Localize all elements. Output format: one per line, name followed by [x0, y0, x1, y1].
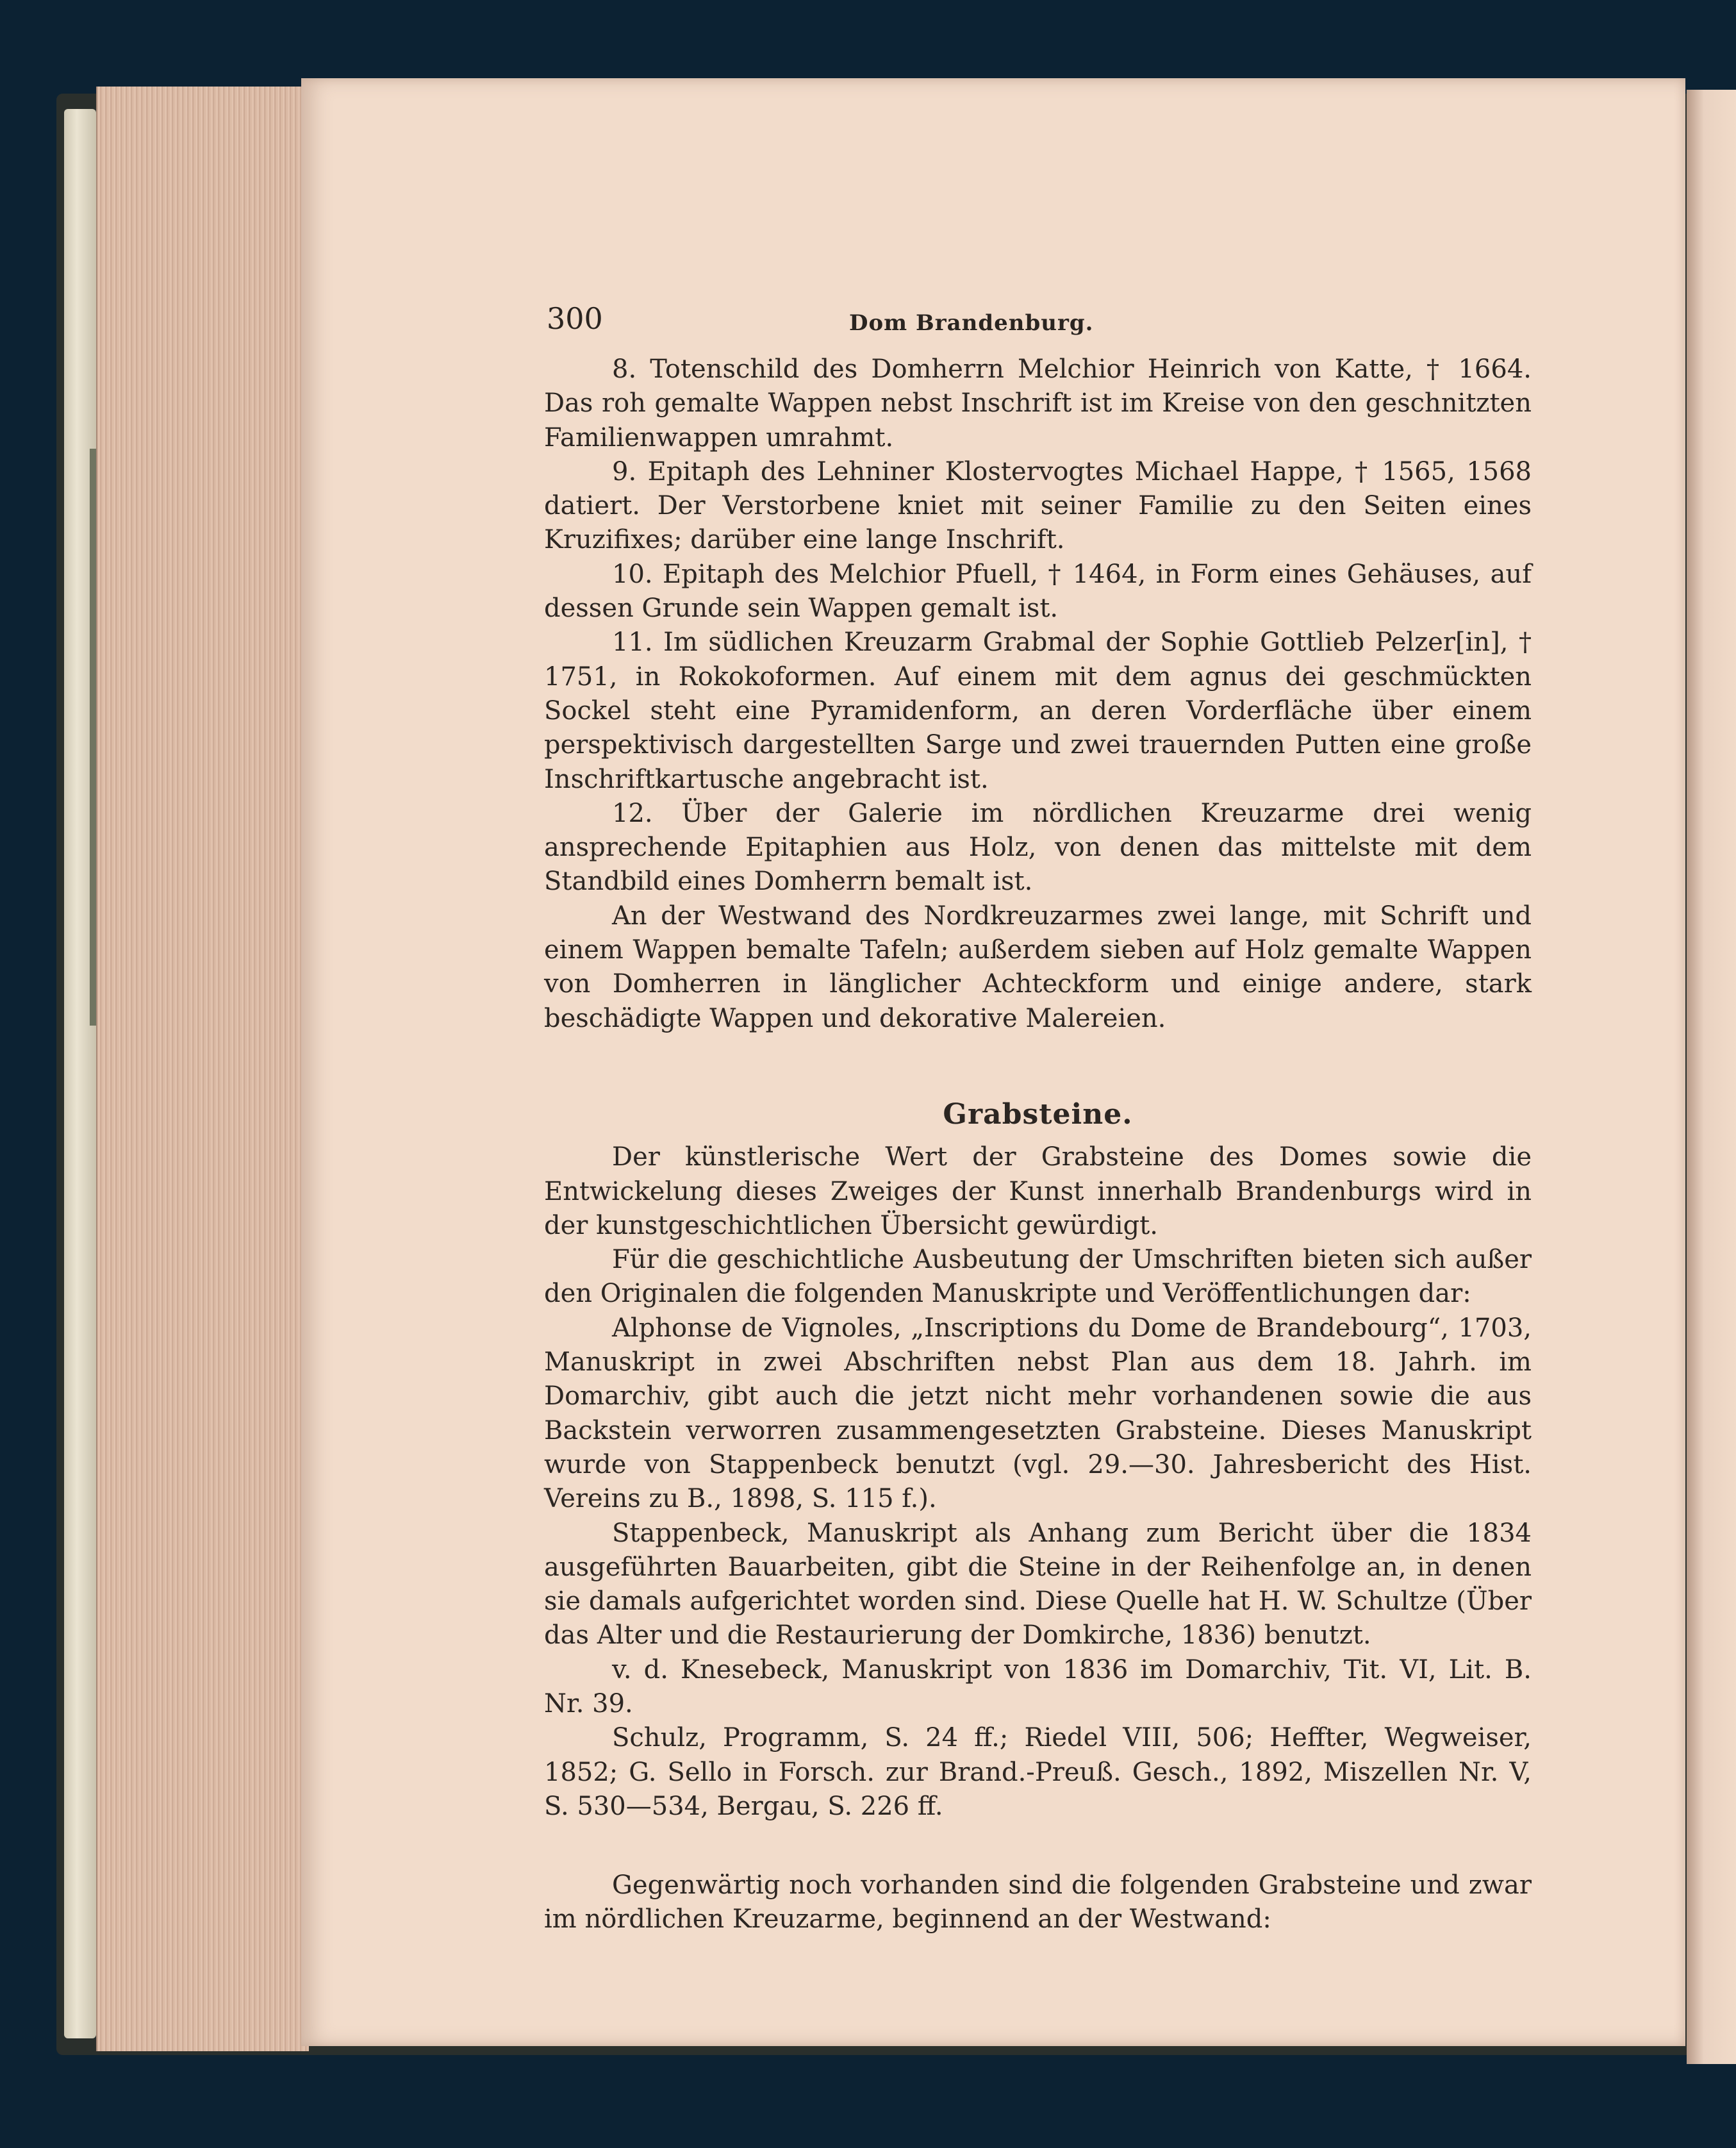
paragraph-sources-intro: Für die geschichtliche Ausbeutung der Umschriften bieten sich außer den Originalen die folgenden Manuskripte und Veröffentlichungen dar: — [544, 1245, 1532, 1309]
paragraph-westwand: An der Westwand des Nordkreuzarmes zwei lange, mit Schrift und einem Wappen bemalte Tafeln; außerdem sieben auf Holz gemalte Wappen von Domherren in länglicher Achteckform und einige andere, stark beschädigte Wappen und dekorative Malereien. — [544, 901, 1532, 1033]
page-body — [544, 353, 1532, 1937]
paragraph-source-literature: Schulz, Programm, S. 24 ff.; Riedel VIII, 506; Heffter, Wegweiser, 1852; G. Sello in Forsch. zur Brand.-Preuß. Gesch., 1892, Miszellen Nr. V, S. 530—534, Bergau, S. 226 ff. — [544, 1723, 1532, 1821]
book-spine — [64, 109, 96, 2038]
paragraph-item-9: 9. Epitaph des Lehniner Klostervogtes Michael Happe, † 1565, 1568 datiert. Der Verstorbene kniet mit seiner Familie zu den Seiten eines Kruzifixes; darüber eine lange Inschrift. — [544, 456, 1532, 555]
paragraph-source-knesebeck: v. d. Knesebeck, Manuskript von 1836 im Domarchiv, Tit. VI, Lit. B. Nr. 39. — [544, 1654, 1532, 1719]
paragraph-item-10: 10. Epitaph des Melchior Pfuell, † 1464, in Form eines Gehäuses, auf dessen Grunde sein Wappen gemalt ist. — [544, 559, 1532, 624]
running-title: Dom Brandenburg. — [849, 310, 1094, 336]
facing-page-edge — [1687, 90, 1736, 2064]
paragraph-grabsteine-intro: Der künstlerische Wert der Grabsteine des Domes sowie die Entwickelung dieses Zweiges der Kunst innerhalb Brandenburgs wird in der kunstgeschichtlichen Übersicht gewürdigt. — [544, 1142, 1532, 1240]
section-heading: Grabsteine. — [943, 1097, 1133, 1131]
paragraph-item-12: 12. Über der Galerie im nördlichen Kreuzarme drei wenig ansprechende Epitaphien aus Holz, von denen das mittelste mit dem Standbild eines Domherrn bemalt ist. — [544, 798, 1532, 897]
page-edges — [96, 87, 309, 2051]
paragraph-source-vignoles: Alphonse de Vignoles, „Inscriptions du Dome de Brandebourg“, 1703, Manuskript in zwei Abschriften nebst Plan aus dem 18. Jahrh. im Domarchiv, gibt auch die jetzt nicht mehr vorhandenen sowie die aus Backstein verworren zusammengesetzten Grabsteine. Dieses Manuskript wurde von Stappenbeck benutzt (vgl. 29.—30. Jahresbericht des Hist. Vereins zu B., 1898, S. 115 f.). — [544, 1313, 1532, 1514]
paragraph-closing: Gegenwärtig noch vorhanden sind die folgenden Grabsteine und zwar im nördlichen Kreuzarme, beginnend an der Westwand: — [544, 1870, 1532, 1935]
paragraph-item-11: 11. Im südlichen Kreuzarm Grabmal der Sophie Gottlieb Pelzer[in], † 1751, in Rokokoformen. Auf einem mit dem agnus dei geschmückten Sockel steht eine Pyramidenform, an deren Vorderfläche über einem perspektivisch dargestellten Sarge und zwei trauernden Putten eine große Inschriftkartusche angebracht ist. — [544, 628, 1532, 794]
page-number: 300 — [547, 301, 603, 336]
paragraph-item-8: 8. Totenschild des Domherrn Melchior Heinrich von Katte, † 1664. Das roh gemalte Wappen nebst Inschrift ist im Kreise von den geschnitzten Familienwappen umrahmt. — [544, 354, 1532, 453]
paragraph-source-stappenbeck: Stappenbeck, Manuskript als Anhang zum Bericht über die 1834 ausgeführten Bauarbeiten, gibt die Steine in der Reihenfolge an, in denen sie damals aufgerichtet worden sind. Diese Quelle hat H. W. Schultze (Über das Alter und die Restaurierung der Domkirche, 1836) benutzt. — [544, 1518, 1532, 1651]
